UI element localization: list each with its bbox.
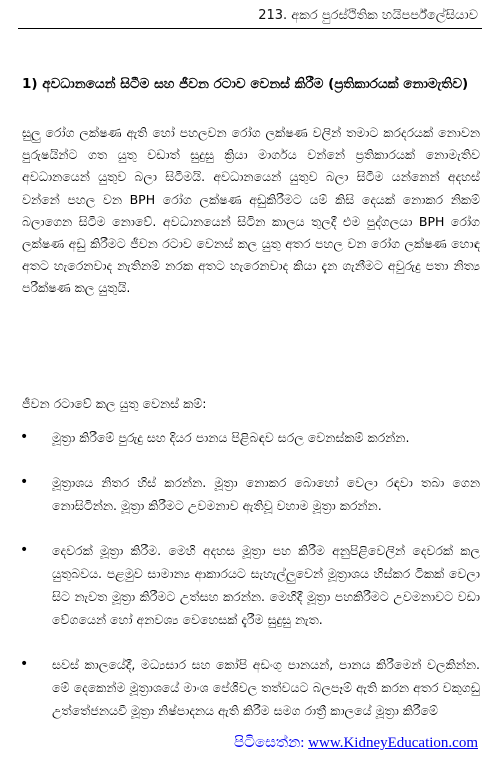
bullet-icon: • (20, 429, 29, 445)
bullet-icon: • (20, 656, 29, 672)
website-link[interactable]: www.KidneyEducation.com (308, 735, 478, 751)
list-item: • දෙවරක් මූත්‍රා කිරීම. මෙහි අදහස මූත්‍රා පහ කිරීම අනුපිළිවෙලින් දෙවරක් කල යුතුබවය. පළමුව සාමාන්‍ය ආකාරයට සැහැල්ලුවෙන් මූත්‍රාශය හිස්කර ටිකක් වෙලා සිට නැවත මූත්‍රා කිරීමට උත්සහ කරන්න. මෙහිදී මූත්‍රා පහකිරීමට උවමනාවට වඩා වේගයෙන් හෝ අනවශ්‍ය වෙහෙසක් දැරීම සුදුසු නැත. (0, 539, 480, 631)
footer-label: පිටිසෙත්න: (233, 735, 305, 751)
header-divider (18, 28, 482, 29)
lifestyle-changes-list (0, 426, 480, 744)
list-item: • මූත්‍රා කිරීමේ පුරුදු සහ දියර පානය පිළිබඳව සරල වෙනස්කම් කරන්න. (0, 426, 480, 449)
bullet-icon: • (20, 542, 29, 558)
section-title: 1) අවධානයෙන් සිටීම සහ ජීවන රටාව වෙනස් කිරීම (ප්‍රතිකාරයක් නොමැතිව) (22, 76, 469, 92)
page-number: 213. (258, 8, 288, 23)
body-paragraph: සුලු රෝග ලක්ෂණ ඇති හෝ පහලවන රෝග ලක්ෂණ වලින් තමාට කරදරයක් නොවන පුරුෂයින්ට ගත යුතු වඩාත් සුදුසු ක්‍රියා මාර්ගය වන්නේ ප්‍රතිකාරයක් නොමැතිව අවධානයෙන් යුතුව බලා සිටීමයි. අවධානයෙන් යුතුව බලා සිටීම යන්නෙන් අදහස් වන්නේ පහල වන BPH රෝග ලක්ෂණ අඩුකිරීමට යම් කිසි දෙයක් නොකර නිකම් බලාගෙන සිටීම නොවේ. අවධානයෙන් සිටින කාලය තුලදී එම පුද්ගලයා BPH රෝග ලක්ෂණ අඩු කිරීමට ජීවන රටාව වෙනස් කල යුතු අතර පහල වන රෝග ලක්ෂණ හොඳ අතට හැරෙනවාද නැතිනම් නරක අතට හැරෙනවාද කියා දැන ගැනීමට අවුරුදු පතා නිත්‍ය පරීක්ෂණ කල යුතුයි. (22, 125, 480, 296)
list-item: • මූත්‍රාශය නිතර හිස් කරන්න. මූත්‍රා නොකර බොහෝ වෙලා රඳවා තබා ගෙන නොසිටින්න. මූත්‍රා කිරීමට උවමනාව ඇතිවූ වහාම මූත්‍රා කරන්න. (0, 471, 480, 517)
page-header (258, 8, 478, 23)
bullet-icon: • (20, 474, 29, 490)
header-title: අකර පුරස්ථිතික හයිපර්ප්ලේසියාව (291, 8, 478, 23)
footer (234, 734, 478, 752)
list-item: • සවස් කාලයේදී, මධ්‍යසාර සහ කෝපි අඩංගු පානයන්, පානය කිරීමෙන් වලකින්න. මේ දෙකෙන්ම මූත්‍රාශයේ මාංශ පේශිවල තත්වයට බලපෑම් ඇති කරන අතර වකුගඩු උත්තේජනයවී මූත්‍රා නිෂ්පාදනය ඇති කිරීම සමග රාත්‍රී කාලයේ මූත්‍රා කිරීමේ (0, 653, 480, 722)
list-intro: ජීවන රටාවේ කල යුතු වෙනස් කම්: (22, 396, 207, 411)
